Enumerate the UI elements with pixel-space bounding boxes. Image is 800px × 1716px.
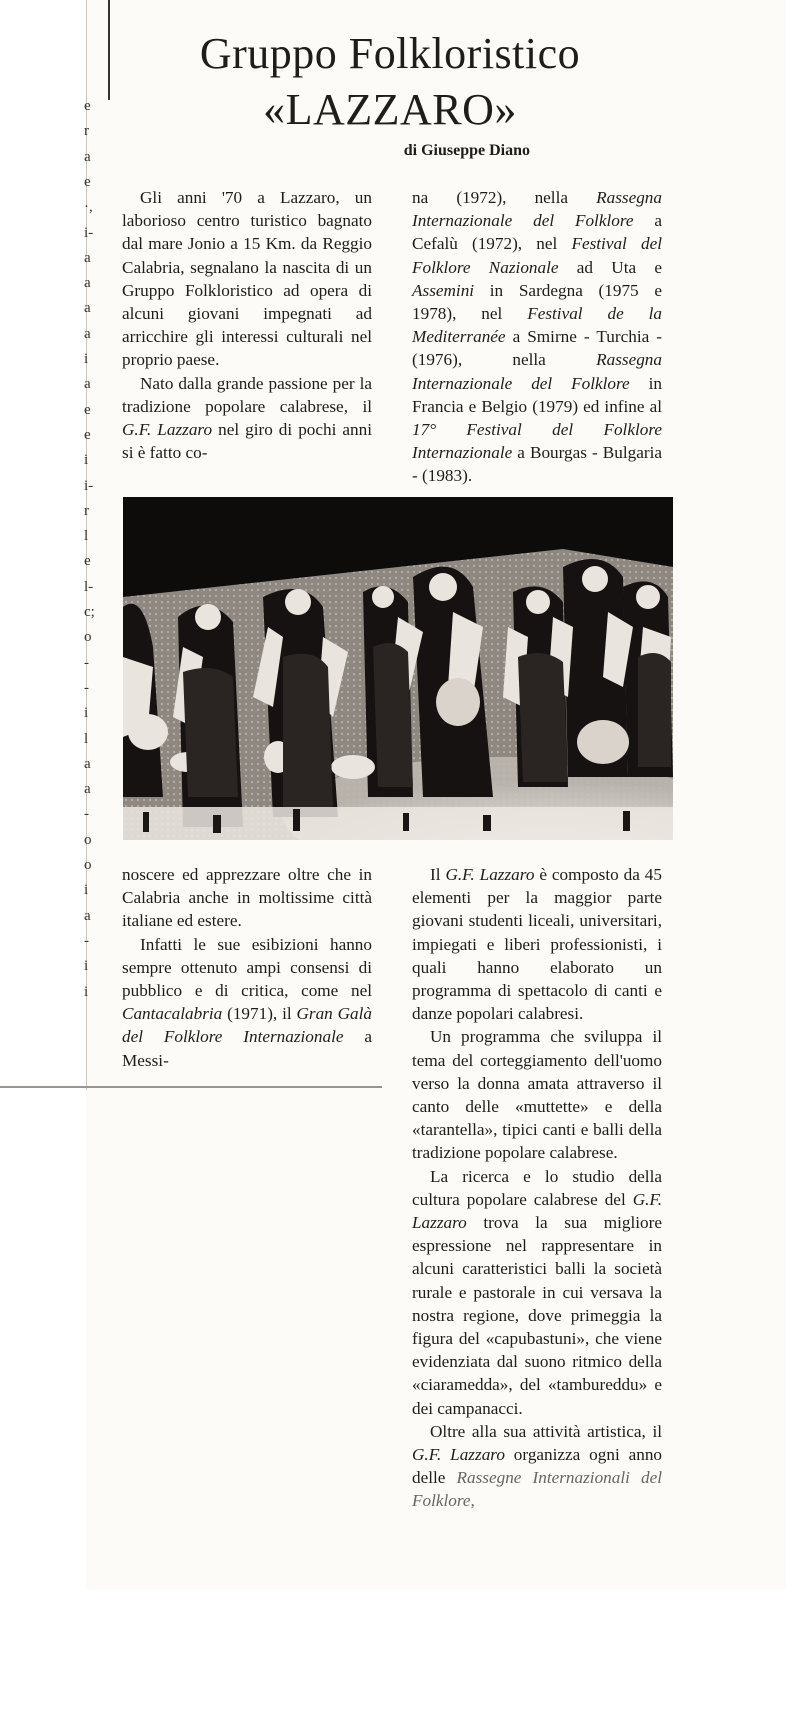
margin-letter: l <box>84 730 89 747</box>
text-run: è composto da 45 elementi per la maggior parte giovani studenti liceali, universitari, impiegati e liberi professionisti, i quali hanno elaborato un programma di spettacolo di canti e danze popolari calabresi. <box>412 865 662 1024</box>
paragraph <box>122 863 372 933</box>
margin-letter: r <box>84 123 89 140</box>
text-run: a Smirne - Turchia - (1976), nella <box>412 327 662 370</box>
margin-letter: c; <box>84 604 95 620</box>
margin-letter: l <box>84 528 89 545</box>
margin-letter: e <box>84 173 91 190</box>
text-run: ad Uta e <box>558 257 662 277</box>
margin-letter: a <box>84 300 91 317</box>
paragraph <box>412 1165 662 1420</box>
margin-letter: ·, <box>84 199 93 216</box>
text-run: in Sardegna (1975 e 1978), nel <box>412 280 662 324</box>
margin-letter: o <box>84 629 92 646</box>
folk-group-photo <box>123 497 673 840</box>
text-run: (1971), il <box>222 1004 297 1024</box>
margin-letter: i <box>84 452 89 469</box>
text-run: na (1972), nella <box>412 188 597 207</box>
italic-text: 17° Festival del Folklore Internazionale <box>412 420 662 463</box>
text-run: Gli anni '70 a Lazzaro, un laborioso centro turistico bagnato dal mare Jonio a 15 Km. da Reggio Calabria, segnalano la nascita di un Gruppo Folkloristico ad opera di alcuni giovani impegnati ad arricchire gli interessi culturali nel proprio paese. <box>122 188 372 370</box>
paragraph <box>412 863 662 1025</box>
paragraph <box>412 186 662 488</box>
text-run: noscere ed apprezzare oltre che in Calabria anche in moltissime città italiane ed estere. <box>122 865 372 931</box>
margin-letter: o <box>84 857 92 873</box>
article-title-line2: «LAZZARO» <box>263 85 517 134</box>
text-run: a Bourgas - Bulgaria - (1983). <box>412 443 662 486</box>
paragraph <box>122 372 372 465</box>
margin-letter: r <box>84 502 89 519</box>
text-column-1 <box>122 186 372 464</box>
italic-text: Gran Galà del Folklore Internazionale <box>122 1004 372 1047</box>
margin-letter: a <box>84 249 91 266</box>
margin-letter: e <box>84 401 91 418</box>
text-run: organizza ogni anno delle <box>412 1445 663 1488</box>
text-run: Oltre alla sua attività artistica, il <box>430 1421 662 1441</box>
italic-text: Assemini <box>412 280 475 300</box>
paragraph <box>412 1420 662 1513</box>
text-run: Nato dalla grande passione per la tradizione popolare calabrese, il <box>122 373 372 416</box>
margin-letter: a <box>84 781 91 798</box>
margin-letter: e <box>84 426 91 443</box>
margin-letter: e <box>84 98 91 114</box>
margin-letter: a <box>84 376 91 393</box>
margin-letter: a <box>84 755 91 772</box>
paragraph <box>122 186 372 372</box>
margin-letter: - <box>84 806 89 823</box>
article-byline: di Giuseppe Diano <box>403 142 530 159</box>
margin-letter: - <box>84 932 89 949</box>
margin-letter: i <box>84 705 89 722</box>
margin-letter: i <box>84 351 89 367</box>
paragraph <box>122 933 372 1072</box>
italic-text: Festival de la Mediterranée <box>412 304 662 347</box>
text-column-4 <box>412 863 662 1513</box>
margin-letter: a <box>84 275 91 292</box>
italic-text: G.F. Lazzaro <box>412 1189 662 1233</box>
text-run: La ricerca e lo studio della cultura popolare calabrese del <box>412 1166 662 1209</box>
margin-letter: i <box>84 958 89 975</box>
margin-letter: l- <box>84 578 94 595</box>
article-title-line1: Gruppo Folkloristico <box>199 29 581 78</box>
margin-letter: i- <box>84 224 94 241</box>
text-run: Un programma che sviluppa il tema del corteggiamento dell'uomo verso la donna amata attraverso il canto delle «muttette» e della «tarantella», tipici canti e balli della tradizione popolare calabrese. <box>412 1027 662 1163</box>
text-run: a Cefalù (1972), nel <box>412 211 662 254</box>
text-column-3 <box>122 863 372 1072</box>
margin-letter: a <box>84 325 91 342</box>
paragraph <box>412 1025 662 1164</box>
italic-text: Rassegne Internazionali del Folklore, <box>412 1468 662 1511</box>
italic-text: Cantacalabria <box>122 1004 223 1024</box>
margin-letter: a <box>84 907 91 924</box>
margin-letter: - <box>84 654 89 671</box>
italic-text: Festival del Folklore Nazionale <box>412 234 662 277</box>
margin-letter: i- <box>84 477 94 494</box>
text-run: Il <box>430 865 446 884</box>
italic-text: G.F. Lazzaro <box>412 1445 505 1465</box>
text-run: nel giro di pochi anni si è fatto co- <box>122 420 372 463</box>
margin-letter: - <box>84 679 89 696</box>
margin-letter: i <box>84 882 89 899</box>
text-run: in Francia e Belgio (1979) ed infine al <box>412 373 662 416</box>
margin-letter: o <box>84 831 92 848</box>
text-column-2 <box>412 186 662 488</box>
margin-letter: e <box>84 553 91 570</box>
fold-line <box>0 1086 382 1088</box>
text-run: trova la sua migliore espressione nel rappresentare in alcuni caratteristici balli la società rurale e pastorale in cui versava la nostra regione, dove primeggia la figura del «capubastuni», che viene evidenziata dal suono ritmico della «ciaramedda», del «tambureddu» e dei campanacci. <box>412 1213 662 1418</box>
italic-text: G.F. Lazzaro <box>445 865 535 884</box>
margin-rule <box>108 0 110 100</box>
italic-text: Rassegna Internazionale del Folklore <box>412 188 662 231</box>
italic-text: G.F. Lazzaro <box>122 420 213 440</box>
margin-letter: i <box>84 983 89 1000</box>
text-run: Infatti le sue esibizioni hanno sempre ottenuto ampi consensi di pubblico e di critica, come nel <box>122 934 372 1001</box>
margin-letter: a <box>84 148 91 165</box>
italic-text: Rassegna Internazionale del Folklore <box>412 350 662 393</box>
text-run: a Messi- <box>122 1027 372 1070</box>
